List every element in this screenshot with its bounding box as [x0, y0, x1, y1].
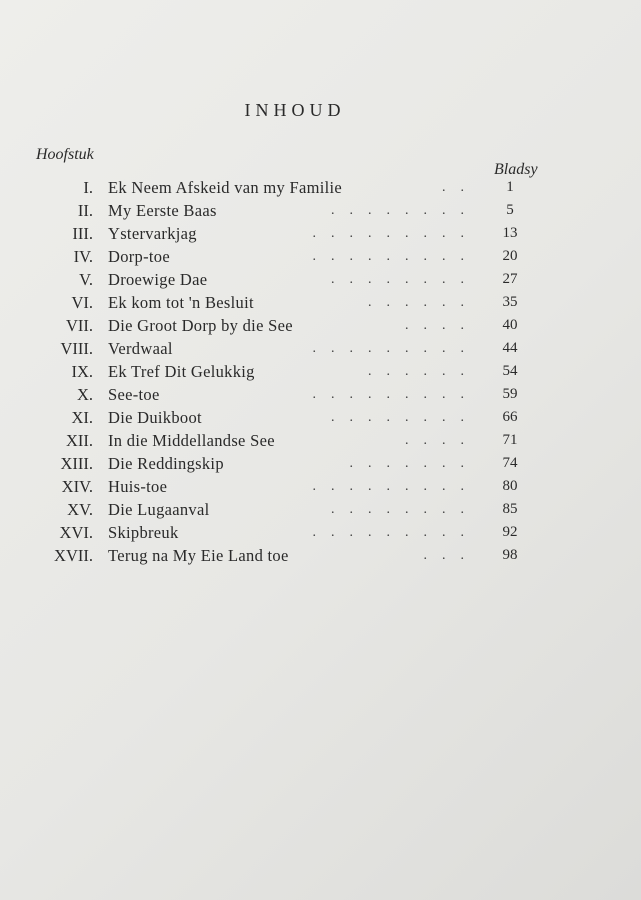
toc-entry — [0, 337, 641, 360]
chapter-title: Huis-toe — [108, 477, 168, 496]
page-number: 5 — [506, 202, 514, 218]
dot-leader: ......... — [312, 226, 479, 241]
chapter-title: Die Lugaanval — [108, 500, 210, 519]
dot-leader: ......... — [312, 387, 479, 402]
page-number: 71 — [502, 432, 518, 448]
page-number: 66 — [502, 409, 518, 425]
chapter-title: Ek kom tot 'n Besluit — [108, 293, 254, 312]
dot-leader: .. — [442, 180, 479, 195]
chapter-title: See-toe — [108, 385, 160, 404]
chapter-column-header: Hoofstuk — [36, 146, 94, 163]
toc-entry — [0, 360, 641, 383]
chapter-number: X. — [76, 385, 93, 404]
page-title: INHOUD — [244, 100, 346, 120]
chapter-title: Terug na My Eie Land toe — [108, 546, 289, 565]
dot-leader: ........ — [331, 203, 479, 218]
toc-entry — [0, 245, 641, 268]
chapter-number: II. — [77, 201, 93, 220]
dot-leader: ......... — [312, 341, 479, 356]
chapter-title: Die Duikboot — [108, 408, 202, 427]
toc-entry — [0, 544, 641, 567]
toc-entry — [0, 498, 641, 521]
chapter-number: XI. — [71, 408, 93, 427]
chapter-title: Dorp-toe — [108, 247, 170, 266]
toc-entry — [0, 291, 641, 314]
chapter-title: In die Middellandse See — [108, 431, 275, 450]
toc-entry — [0, 199, 641, 222]
chapter-number: XII. — [65, 431, 93, 450]
chapter-title: Die Reddingskip — [108, 454, 224, 473]
table-of-contents — [0, 176, 641, 567]
page-number: 44 — [502, 340, 518, 356]
chapter-number: I. — [83, 178, 93, 197]
chapter-number: V. — [79, 270, 93, 289]
toc-entry — [0, 521, 641, 544]
chapter-number: VI. — [71, 293, 93, 312]
toc-entry — [0, 429, 641, 452]
dot-leader: ......... — [312, 479, 479, 494]
chapter-title: Ek Neem Afskeid van my Familie — [108, 178, 342, 197]
toc-entry — [0, 268, 641, 291]
dot-leader: ...... — [368, 364, 479, 379]
toc-entry — [0, 383, 641, 406]
chapter-title: Verdwaal — [108, 339, 173, 358]
dot-leader: ........ — [331, 410, 479, 425]
dot-leader: ....... — [349, 456, 479, 471]
page-number: 59 — [502, 386, 518, 402]
page-number: 40 — [502, 317, 518, 333]
toc-entry — [0, 475, 641, 498]
toc-entry — [0, 314, 641, 337]
page-number: 74 — [502, 455, 518, 471]
toc-entry — [0, 176, 641, 199]
page-number: 13 — [502, 225, 518, 241]
chapter-number: VIII. — [60, 339, 93, 358]
dot-leader: ... — [423, 548, 479, 563]
chapter-title: Ek Tref Dit Gelukkig — [108, 362, 255, 381]
page-number: 1 — [506, 179, 514, 195]
chapter-title: Die Groot Dorp by die See — [108, 316, 293, 335]
chapter-title: Ystervarkjag — [108, 224, 197, 243]
chapter-number: VII. — [65, 316, 93, 335]
dot-leader: ......... — [312, 525, 479, 540]
chapter-number: XVI. — [59, 523, 93, 542]
dot-leader: ...... — [368, 295, 479, 310]
toc-entry — [0, 406, 641, 429]
chapter-title: My Eerste Baas — [108, 201, 217, 220]
chapter-number: XIII. — [60, 454, 93, 473]
page-number: 54 — [502, 363, 518, 379]
chapter-number: XV. — [67, 500, 93, 519]
chapter-number: XVII. — [54, 546, 93, 565]
page-number: 98 — [502, 547, 518, 563]
dot-leader: ........ — [331, 502, 479, 517]
toc-entry — [0, 452, 641, 475]
chapter-number: III. — [72, 224, 93, 243]
dot-leader: ........ — [331, 272, 479, 287]
chapter-number: IV. — [73, 247, 93, 266]
page-number: 85 — [502, 501, 518, 517]
toc-entry — [0, 222, 641, 245]
page-number: 27 — [502, 271, 518, 287]
chapter-title: Droewige Dae — [108, 270, 208, 289]
chapter-number: XIV. — [61, 477, 93, 496]
page-number: 80 — [502, 478, 518, 494]
dot-leader: ......... — [312, 249, 479, 264]
dot-leader: .... — [405, 318, 479, 333]
dot-leader: .... — [405, 433, 479, 448]
chapter-title: Skipbreuk — [108, 523, 179, 542]
page-number: 35 — [502, 294, 518, 310]
page-number: 92 — [502, 524, 518, 540]
page-column-header: Bladsy — [494, 161, 538, 178]
chapter-number: IX. — [71, 362, 93, 381]
page-number: 20 — [502, 248, 518, 264]
